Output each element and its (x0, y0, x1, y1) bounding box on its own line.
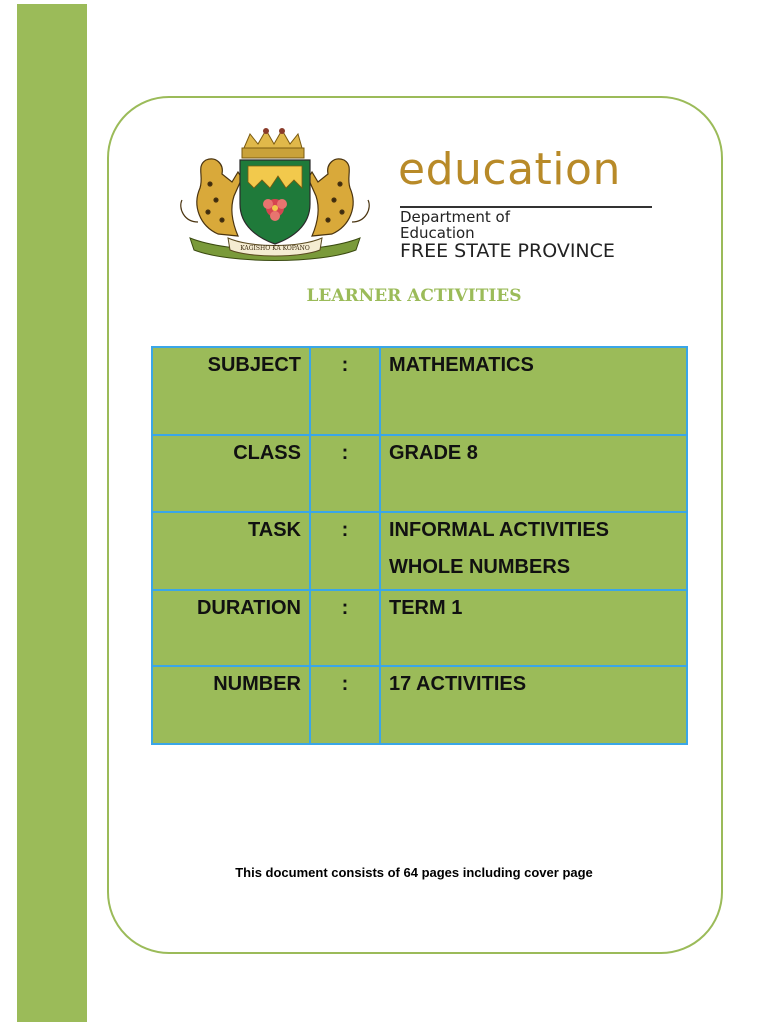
row-separator: : (310, 590, 380, 666)
row-value-group (380, 512, 687, 590)
row-value: 17 ACTIVITIES (380, 666, 687, 744)
row-label: TASK (152, 512, 310, 590)
table-row-duration (152, 590, 687, 666)
row-value: GRADE 8 (380, 435, 687, 512)
row-separator: : (310, 435, 380, 512)
row-value: TERM 1 (380, 590, 687, 666)
row-label: SUBJECT (152, 347, 310, 435)
department-line-2: Education (400, 224, 475, 242)
row-separator: : (310, 666, 380, 744)
row-value: INFORMAL ACTIVITIES (389, 519, 609, 541)
table-row-number (152, 666, 687, 744)
department-line-1: Department of (400, 208, 510, 226)
row-label: CLASS (152, 435, 310, 512)
crown-icon (242, 128, 304, 158)
shield-icon (240, 160, 310, 244)
row-value-line-2: WHOLE NUMBERS (389, 556, 571, 578)
table-row-subject (152, 347, 687, 435)
page-count-note: This document consists of 64 pages including cover page (235, 865, 593, 880)
coat-of-arms-logo (170, 126, 380, 271)
row-separator: : (310, 347, 380, 435)
table-row-task (152, 512, 687, 590)
province-name: FREE STATE PROVINCE (400, 240, 615, 262)
row-label: NUMBER (152, 666, 310, 744)
row-value: MATHEMATICS (380, 347, 687, 435)
row-label: DURATION (152, 590, 310, 666)
row-separator: : (310, 512, 380, 590)
leopard-right-icon (308, 159, 369, 236)
education-wordmark: education (398, 144, 621, 195)
table-row-class (152, 435, 687, 512)
motto-text: KAGISHO KA KOPANO (240, 245, 310, 252)
leopard-left-icon (181, 159, 242, 236)
info-table (151, 346, 688, 745)
page-title: LEARNER ACTIVITIES (306, 286, 522, 306)
